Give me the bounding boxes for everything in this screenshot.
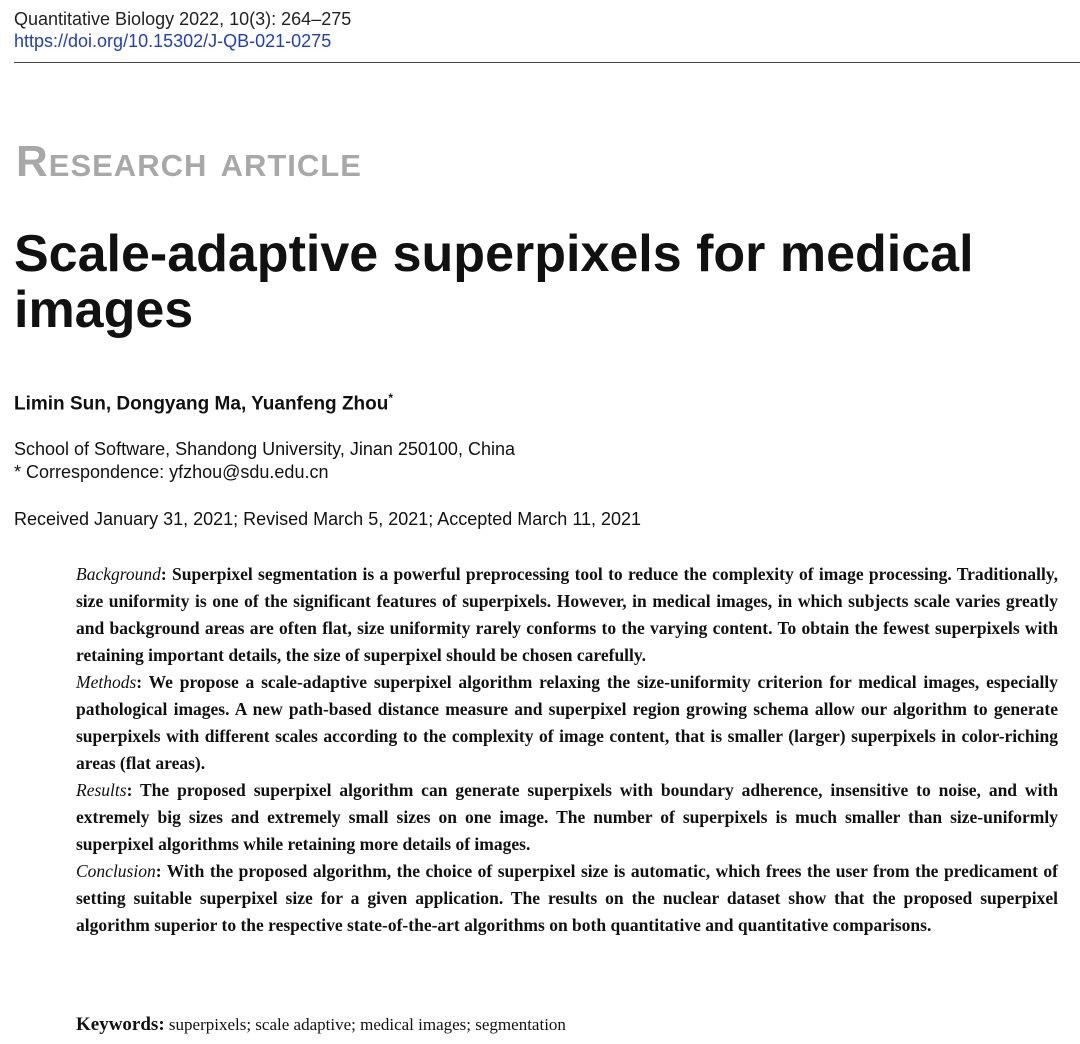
abstract-background: Background: Superpixel segmentation is a powerful preprocessing tool to reduce the complexity of image processing. Traditionally, size uniformity is one of the significant features of superpixels. However, in medical images, in which subjects scale varies greatly and background areas are often flat, size uniformity rarely conforms to the varying content. To obtain the fewest superpixels with retaining important details, the size of superpixel should be chosen carefully. xyxy=(76,564,1059,665)
conclusion-text: With the proposed algorithm, the choice of superpixel size is automatic, which frees the user from the predicament of setting suitable superpixel size for a given application. The results on the nuclear dataset show that the proposed superpixel algorithm superior to the respective state-of-the-art algorithms on both quantitative and quantitative comparisons. xyxy=(76,861,1058,935)
methods-label: Methods xyxy=(76,672,137,692)
results-label: Results xyxy=(76,780,127,800)
affiliation-school: School of Software, Shandong University, Jinan 250100, China xyxy=(14,439,515,459)
abstract-conclusion: Conclusion: With the proposed algorithm, the choice of superpixel size is automatic, which frees the user from the predicament of setting suitable superpixel size for a given application. The results on the nuclear dataset show that the proposed superpixel algorithm superior to the respective state-of-the-art algorithms on both quantitative and quantitative comparisons. xyxy=(76,861,1058,935)
corresponding-author-mark: * xyxy=(388,391,394,405)
background-label: Background xyxy=(76,564,161,584)
background-text: Superpixel segmentation is a powerful preprocessing tool to reduce the complexity of image processing. Traditionally, size uniformity is one of the significant features of superpixels. However, in medical images, in which subjects scale varies greatly and background areas are often flat, size uniformity rarely conforms to the varying content. To obtain the fewest superpixels with retaining important details, the size of superpixel should be chosen carefully. xyxy=(76,564,1059,665)
author-names: Limin Sun, Dongyang Ma, Yuanfeng Zhou xyxy=(14,393,389,415)
journal-citation: Quantitative Biology 2022, 10(3): 264–275 xyxy=(14,9,352,29)
keywords-list: superpixels; scale adaptive; medical images; segmentation xyxy=(168,1015,566,1034)
article-type-initial: R xyxy=(16,137,49,186)
publication-dates: Received January 31, 2021; Revised March 5, 2021; Accepted March 11, 2021 xyxy=(14,509,642,529)
conclusion-label: Conclusion xyxy=(76,861,156,881)
abstract-results: Results: The proposed superpixel algorithm can generate superpixels with boundary adherence, insensitive to noise, and with extremely big sizes and extremely small sizes on one image. The number of superpixels is much smaller than size-uniformly superpixel algorithms while retaining more details of images. xyxy=(76,780,1058,854)
header-divider xyxy=(14,62,1080,63)
abstract-methods: Methods: We propose a scale-adaptive superpixel algorithm relaxing the size-uniformity criterion for medical images, especially pathological images. A new path-based distance measure and superpixel region growing schema allow our algorithm to generate superpixels with different scales according to the complexity of image content, that is smaller (larger) superpixels in color-riching areas (flat areas). xyxy=(76,672,1059,773)
keywords xyxy=(76,1012,566,1038)
keywords-label: Keywords: xyxy=(76,1014,165,1035)
article-title: Scale-adaptive superpixels for medical images xyxy=(14,225,974,339)
methods-text: We propose a scale-adaptive superpixel algorithm relaxing the size-uniformity criterion for medical images, especially pathological images. A new path-based distance measure and superpixel region growing schema allow our algorithm to generate superpixels with different scales according to the complexity of image content, that is smaller (larger) superpixels in color-riching areas (flat areas). xyxy=(76,672,1059,773)
doi-link[interactable]: https://doi.org/10.15302/J-QB-021-0275 xyxy=(14,31,332,51)
article-type-rest: esearch article xyxy=(48,137,362,186)
abstract xyxy=(76,561,1058,939)
correspondence-line: * Correspondence: yfzhou@sdu.edu.cn xyxy=(14,462,329,482)
affiliation-block xyxy=(14,438,515,484)
article-type-label xyxy=(16,134,362,190)
author-list xyxy=(14,385,393,417)
journal-header xyxy=(14,8,351,52)
results-text: The proposed superpixel algorithm can generate superpixels with boundary adherence, insensitive to noise, and with extremely big sizes and extremely small sizes on one image. The number of superpixels is much smaller than size-uniformly superpixel algorithms while retaining more details of images. xyxy=(76,780,1058,854)
